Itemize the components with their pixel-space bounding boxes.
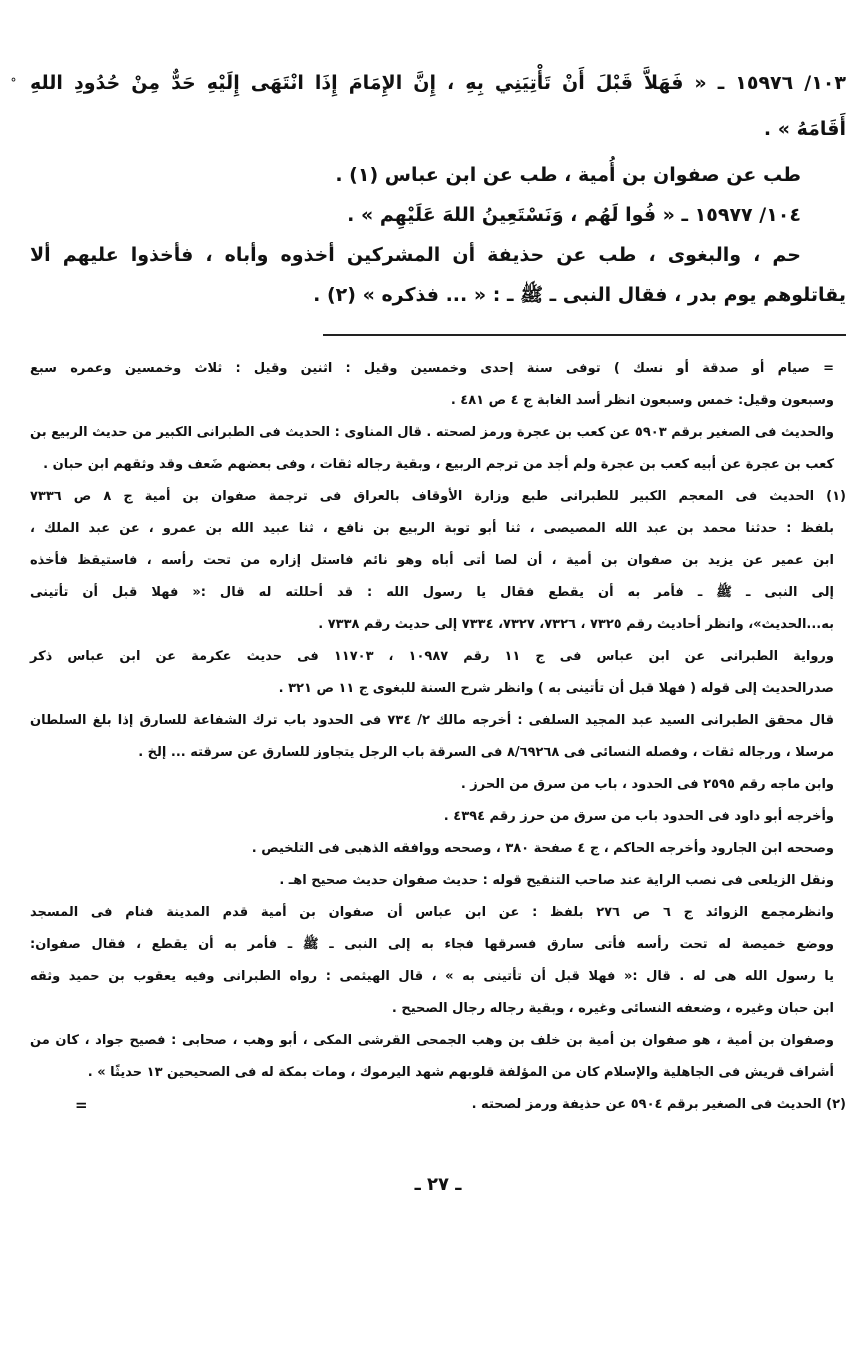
- footnote-1-line: وانظرمجمع الزوائد ج ٦ ص ٢٧٦ بلفظ : عن ابن عباس أن صفوان بن أمية قدم المدينة فنام فى المسجد: [30, 905, 834, 920]
- footnote-1-line: وصفوان بن أمية ، هو صفوان بن أمية بن خلف بن وهب الجمحى القرشى المكى ، أبو وهب ، صحابى : فصيح جواد ، كان من: [30, 1033, 834, 1048]
- continuation-mark: =: [75, 1096, 88, 1114]
- footnote-1-line: ووضع خميصة له تحت رأسه فأتى سارق فسرقها فجاء به إلى النبى ـ ﷺ ـ فأمر به أن يقطع ، فقال صفوان:: [30, 937, 834, 952]
- footnote-1-line: أشراف قريش فى الجاهلية والإسلام كان من المؤلفة قلوبهم شهد اليرموك ، ومات بمكة له فى الصحيحين ١٣ حديثًا » .: [87, 1065, 834, 1080]
- footnote-1-line: إلى النبى ـ ﷺ ـ فأمر به أن يقطع فقال يا رسول الله : قد أحللته له قال :« فهلا قبل أن تأتينى: [30, 585, 834, 600]
- footnote-1-line: ونقل الزيلعى فى نصب الراية عند صاحب التنقيح قوله : حديث صفوان حديث صحيح اهـ .: [279, 873, 834, 888]
- footnote-1-line: صدرالحديث إلى قوله ( فهلا قبل أن تأتينى به ) وانظر شرح السنة للبغوى ج ١١ ص ٣٢١ .: [278, 681, 834, 696]
- footnote-line: والحديث فى الصغير برقم ٥٩٠٣ عن كعب بن عجرة ورمز لصحته . قال المناوى : الحديث فى الطبرانى الكبير من حديث الربيع بن: [30, 425, 834, 440]
- hadith-104-text: ١٠٤/ ١٥٩٧٧ ـ « فُوا لَهُم ، وَنَسْتَعِينُ اللهَ عَلَيْهِم » .: [347, 204, 801, 226]
- footnotes: [30, 360, 846, 1114]
- footnote-1-line: وأخرجه أبو داود فى الحدود باب من سرق من حرز رقم ٤٣٩٤ .: [443, 809, 834, 824]
- footnote-1-line: وابن ماجه رقم ٢٥٩٥ فى الحدود ، باب من سرق من الحرز .: [460, 777, 834, 792]
- hadith-103-line-1: ١٠٣/ ١٥٩٧٦ ـ « فَهَلاَّ قَبْلَ أَنْ تَأْتِيَنِي بِهِ ، إِنَّ الإِمَامَ إِذَا انْتَهَى إِلَيْهِ حَدٌّ مِنْ حُدُودِ اللهِ: [30, 72, 846, 94]
- footnote-1-line: ورواية الطبرانى عن ابن عباس فى ج ١١ رقم ١٠٩٨٧ ، ١١٧٠٣ فى حديث عكرمة عن ابن عباس ذكر: [30, 649, 834, 664]
- hadith-104-sources-line-2: يقاتلوهم يوم بدر ، فقال النبى ـ ﷺ ـ : « ... فذكره » (٢) .: [313, 284, 846, 306]
- footnote-line: = صيام أو صدقة أو نسك ) توفى سنة إحدى وخمسين وقيل : اثنين وقيل : ثلاث وخمسين وعمره سبع: [30, 361, 834, 376]
- footnote-1-line: بلفظ : حدثنا محمد بن عبد الله المصيصى ، ثنا أبو توبة الربيع بن نافع ، ثنا عبيد الله بن عمرو ، عن عبد الملك ،: [30, 521, 834, 536]
- footnote-1-line: وصححه ابن الجارود وأخرجه الحاكم ، ج ٤ صفحة ٣٨٠ ، وصححه ووافقه الذهبى فى التلخيص .: [251, 841, 834, 856]
- footnote-2-row: [30, 1096, 846, 1114]
- footnote-1-line: به...الحديث»، وانظر أحاديث رقم ٧٣٢٥ ، ٧٣٢٦، ٧٣٢٧، ٧٣٣٤ إلى حديث رقم ٧٣٣٨ .: [318, 617, 834, 632]
- footnote-1-line: (١) الحديث فى المعجم الكبير للطبرانى طبع وزارة الأوقاف بالعراق فى ترجمة صفوان بن أمية ج ٨ ص ٧٣٣٦: [30, 489, 846, 504]
- footnote-separator: [323, 334, 846, 336]
- page-number: ـ ٢٧ ـ: [414, 1174, 462, 1195]
- footnote-1-line: ابن حبان وغيره ، وضعفه النسائى وغيره ، وبقية رجاله رجال الصحيح .: [391, 1001, 834, 1016]
- footnote-1-line: مرسلا ، ورجاله ثقات ، وفصله النسائى فى ٨/٦٩٢٦٨ فى السرقة باب الرجل يتجاوز للسارق عن سرقته ... إلخ .: [138, 745, 834, 760]
- footnote-1-line: يا رسول الله هى له . قال :« فهلا قبل أن تأتينى به » ، قال الهيثمى : رواه الطبرانى وفيه يعقوب بن حميد وثقه: [30, 969, 834, 984]
- main-text: [30, 70, 846, 308]
- hadith-103-line-2: أَقَامَهُ » .: [763, 118, 846, 140]
- footnote-line: وسبعون وقيل: خمس وسبعون انظر أسد الغابة ج ٤ ص ٤٨١ .: [450, 393, 834, 408]
- hadith-104-sources-line-1: حم ، والبغوى ، طب عن حذيفة أن المشركين أخذوه وأباه ، فأخذوا عليهم ألا: [30, 244, 801, 266]
- footnote-line: كعب بن عجرة عن أبيه كعب بن عجرة ولم أجد من ترجم الربيع ، وبقية رجاله ثقات ، وفى بعضهم ضَعف وقد وثقهم ابن حبان .: [43, 457, 834, 472]
- footnote-1-line: ابن عمير عن يزيد بن صفوان بن أمية ، أن لصا أتى أباه وهو نائم فاستل إزاره من تحت رأسه ، فاستيقظ فأخذه: [30, 553, 834, 568]
- hadith-103-sources: طب عن صفوان بن أُمية ، طب عن ابن عباس (١) .: [335, 164, 801, 186]
- footnote-1-line: قال محقق الطبرانى السيد عبد المجيد السلفى : أخرجه مالك ٢/ ٧٣٤ فى الحدود باب ترك الشفاعة للسارق إذا بلغ السلطان: [30, 713, 834, 728]
- footnote-2-line: (٢) الحديث فى الصغير برقم ٥٩٠٤ عن حذيفة ورمز لصحته .: [471, 1097, 846, 1112]
